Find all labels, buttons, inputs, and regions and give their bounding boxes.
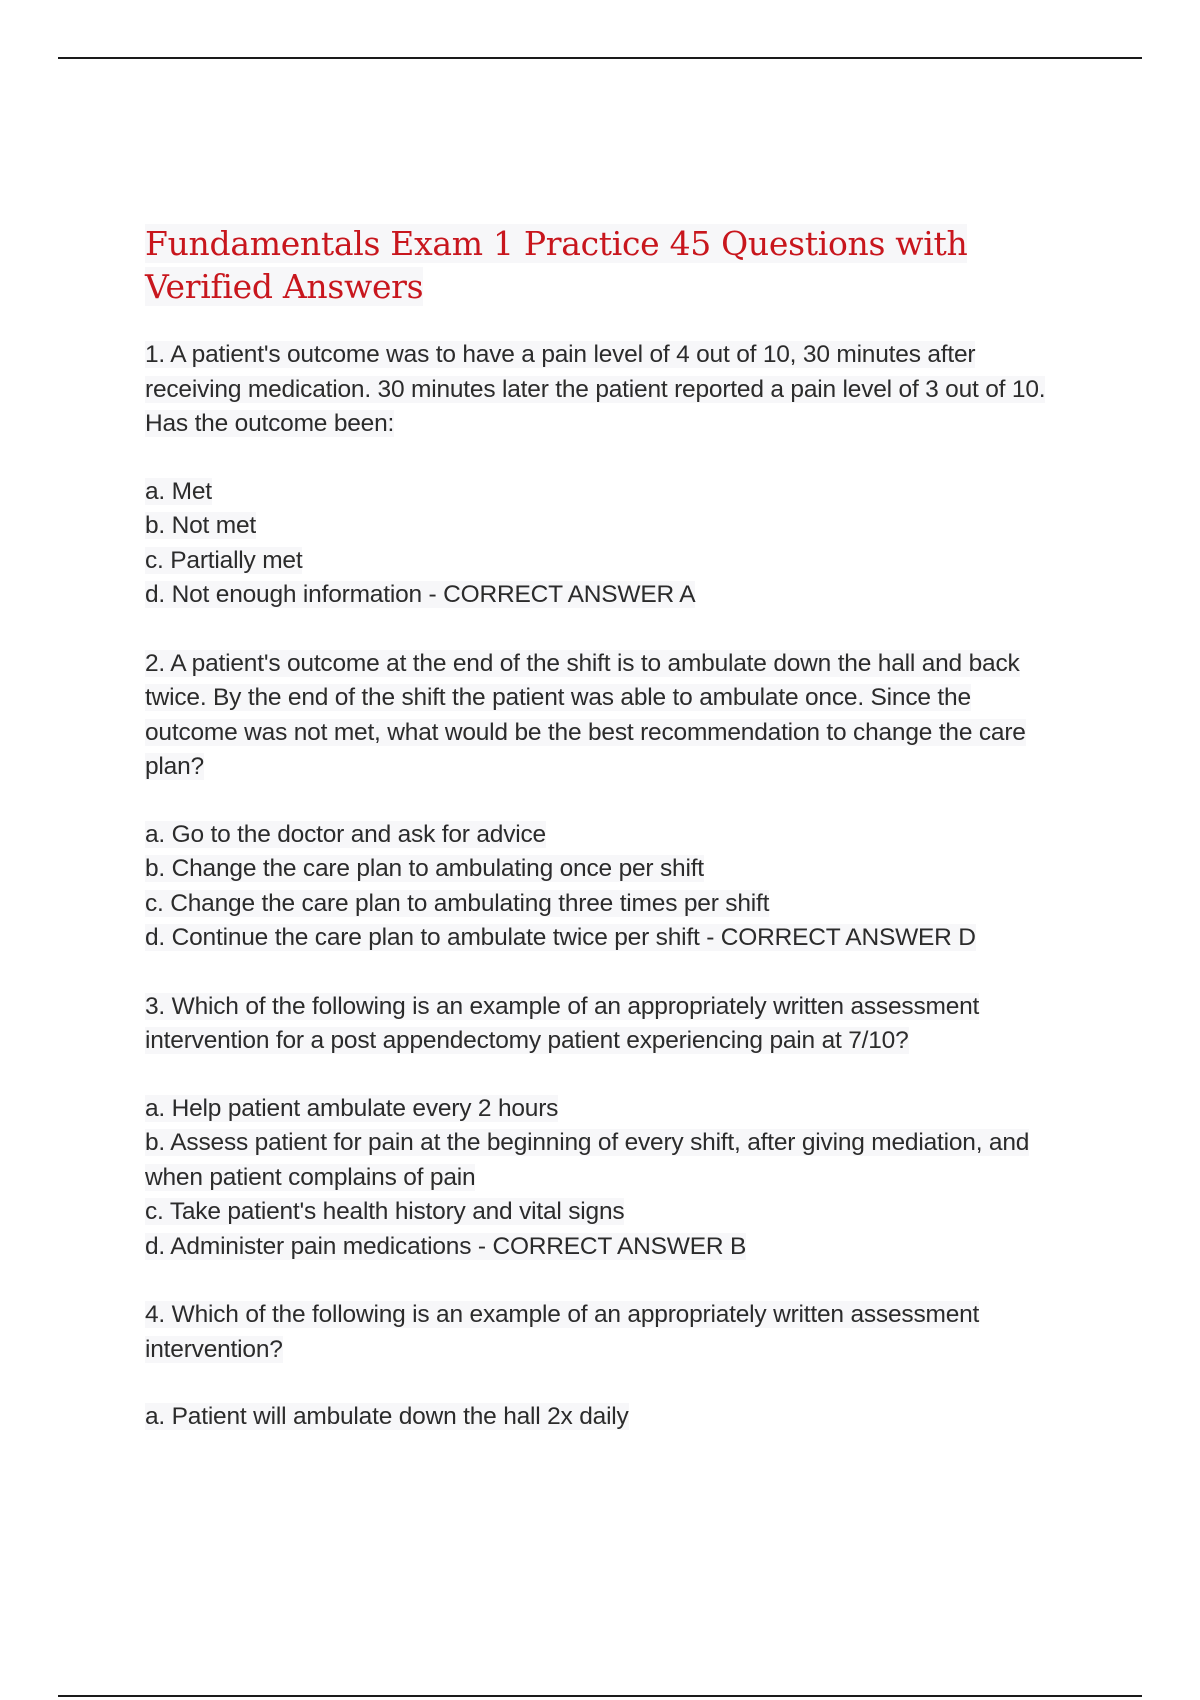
- answer-option: d. Administer pain medications - CORRECT ANSWER B: [145, 1232, 747, 1260]
- question-1: [145, 338, 1065, 613]
- document-title: Fundamentals Exam 1 Practice 45 Questions with Verified Answers: [145, 224, 968, 306]
- question-text: 1. A patient's outcome was to have a pain level of 4 out of 10, 30 minutes after receiving medication. 30 minutes later the patient reported a pain level of 3 out of 10. Has the outcome been:: [145, 341, 1046, 437]
- answer-option: a. Help patient ambulate every 2 hours: [145, 1094, 559, 1122]
- question-2: [145, 647, 1065, 956]
- answer-option: c. Change the care plan to ambulating three times per shift: [145, 889, 770, 917]
- answer-option: a. Go to the doctor and ask for advice: [145, 820, 546, 848]
- question-text: 3. Which of the following is an example of an appropriately written assessment intervention for a post appendectomy patient experiencing pain at 7/10?: [145, 992, 980, 1054]
- question-4: [145, 1298, 1065, 1435]
- question-text: 4. Which of the following is an example of an appropriately written assessment intervention?: [145, 1301, 980, 1363]
- question-3: [145, 990, 1065, 1265]
- footer-rule: [58, 1695, 1142, 1697]
- answer-option: a. Met: [145, 477, 212, 505]
- document-body: [145, 222, 1065, 1469]
- answer-option: c. Partially met: [145, 546, 303, 574]
- answer-option: d. Not enough information - CORRECT ANSWER A: [145, 581, 696, 608]
- answer-option: d. Continue the care plan to ambulate twice per shift - CORRECT ANSWER D: [145, 924, 976, 951]
- answer-option: b. Assess patient for pain at the beginning of every shift, after giving mediation, and when patient complains of pain: [145, 1129, 1030, 1191]
- header-rule: [58, 57, 1142, 59]
- question-text: 2. A patient's outcome at the end of the shift is to ambulate down the hall and back twice. By the end of the shift the patient was able to ambulate once. Since the outcome was not met, what would be the best recommendation to change the care plan?: [145, 649, 1026, 780]
- answer-option: b. Not met: [145, 512, 257, 539]
- answer-option: b. Change the care plan to ambulating once per shift: [145, 855, 704, 882]
- answer-option: c. Take patient's health history and vital signs: [145, 1198, 625, 1225]
- answer-option: a. Patient will ambulate down the hall 2x daily: [145, 1403, 629, 1430]
